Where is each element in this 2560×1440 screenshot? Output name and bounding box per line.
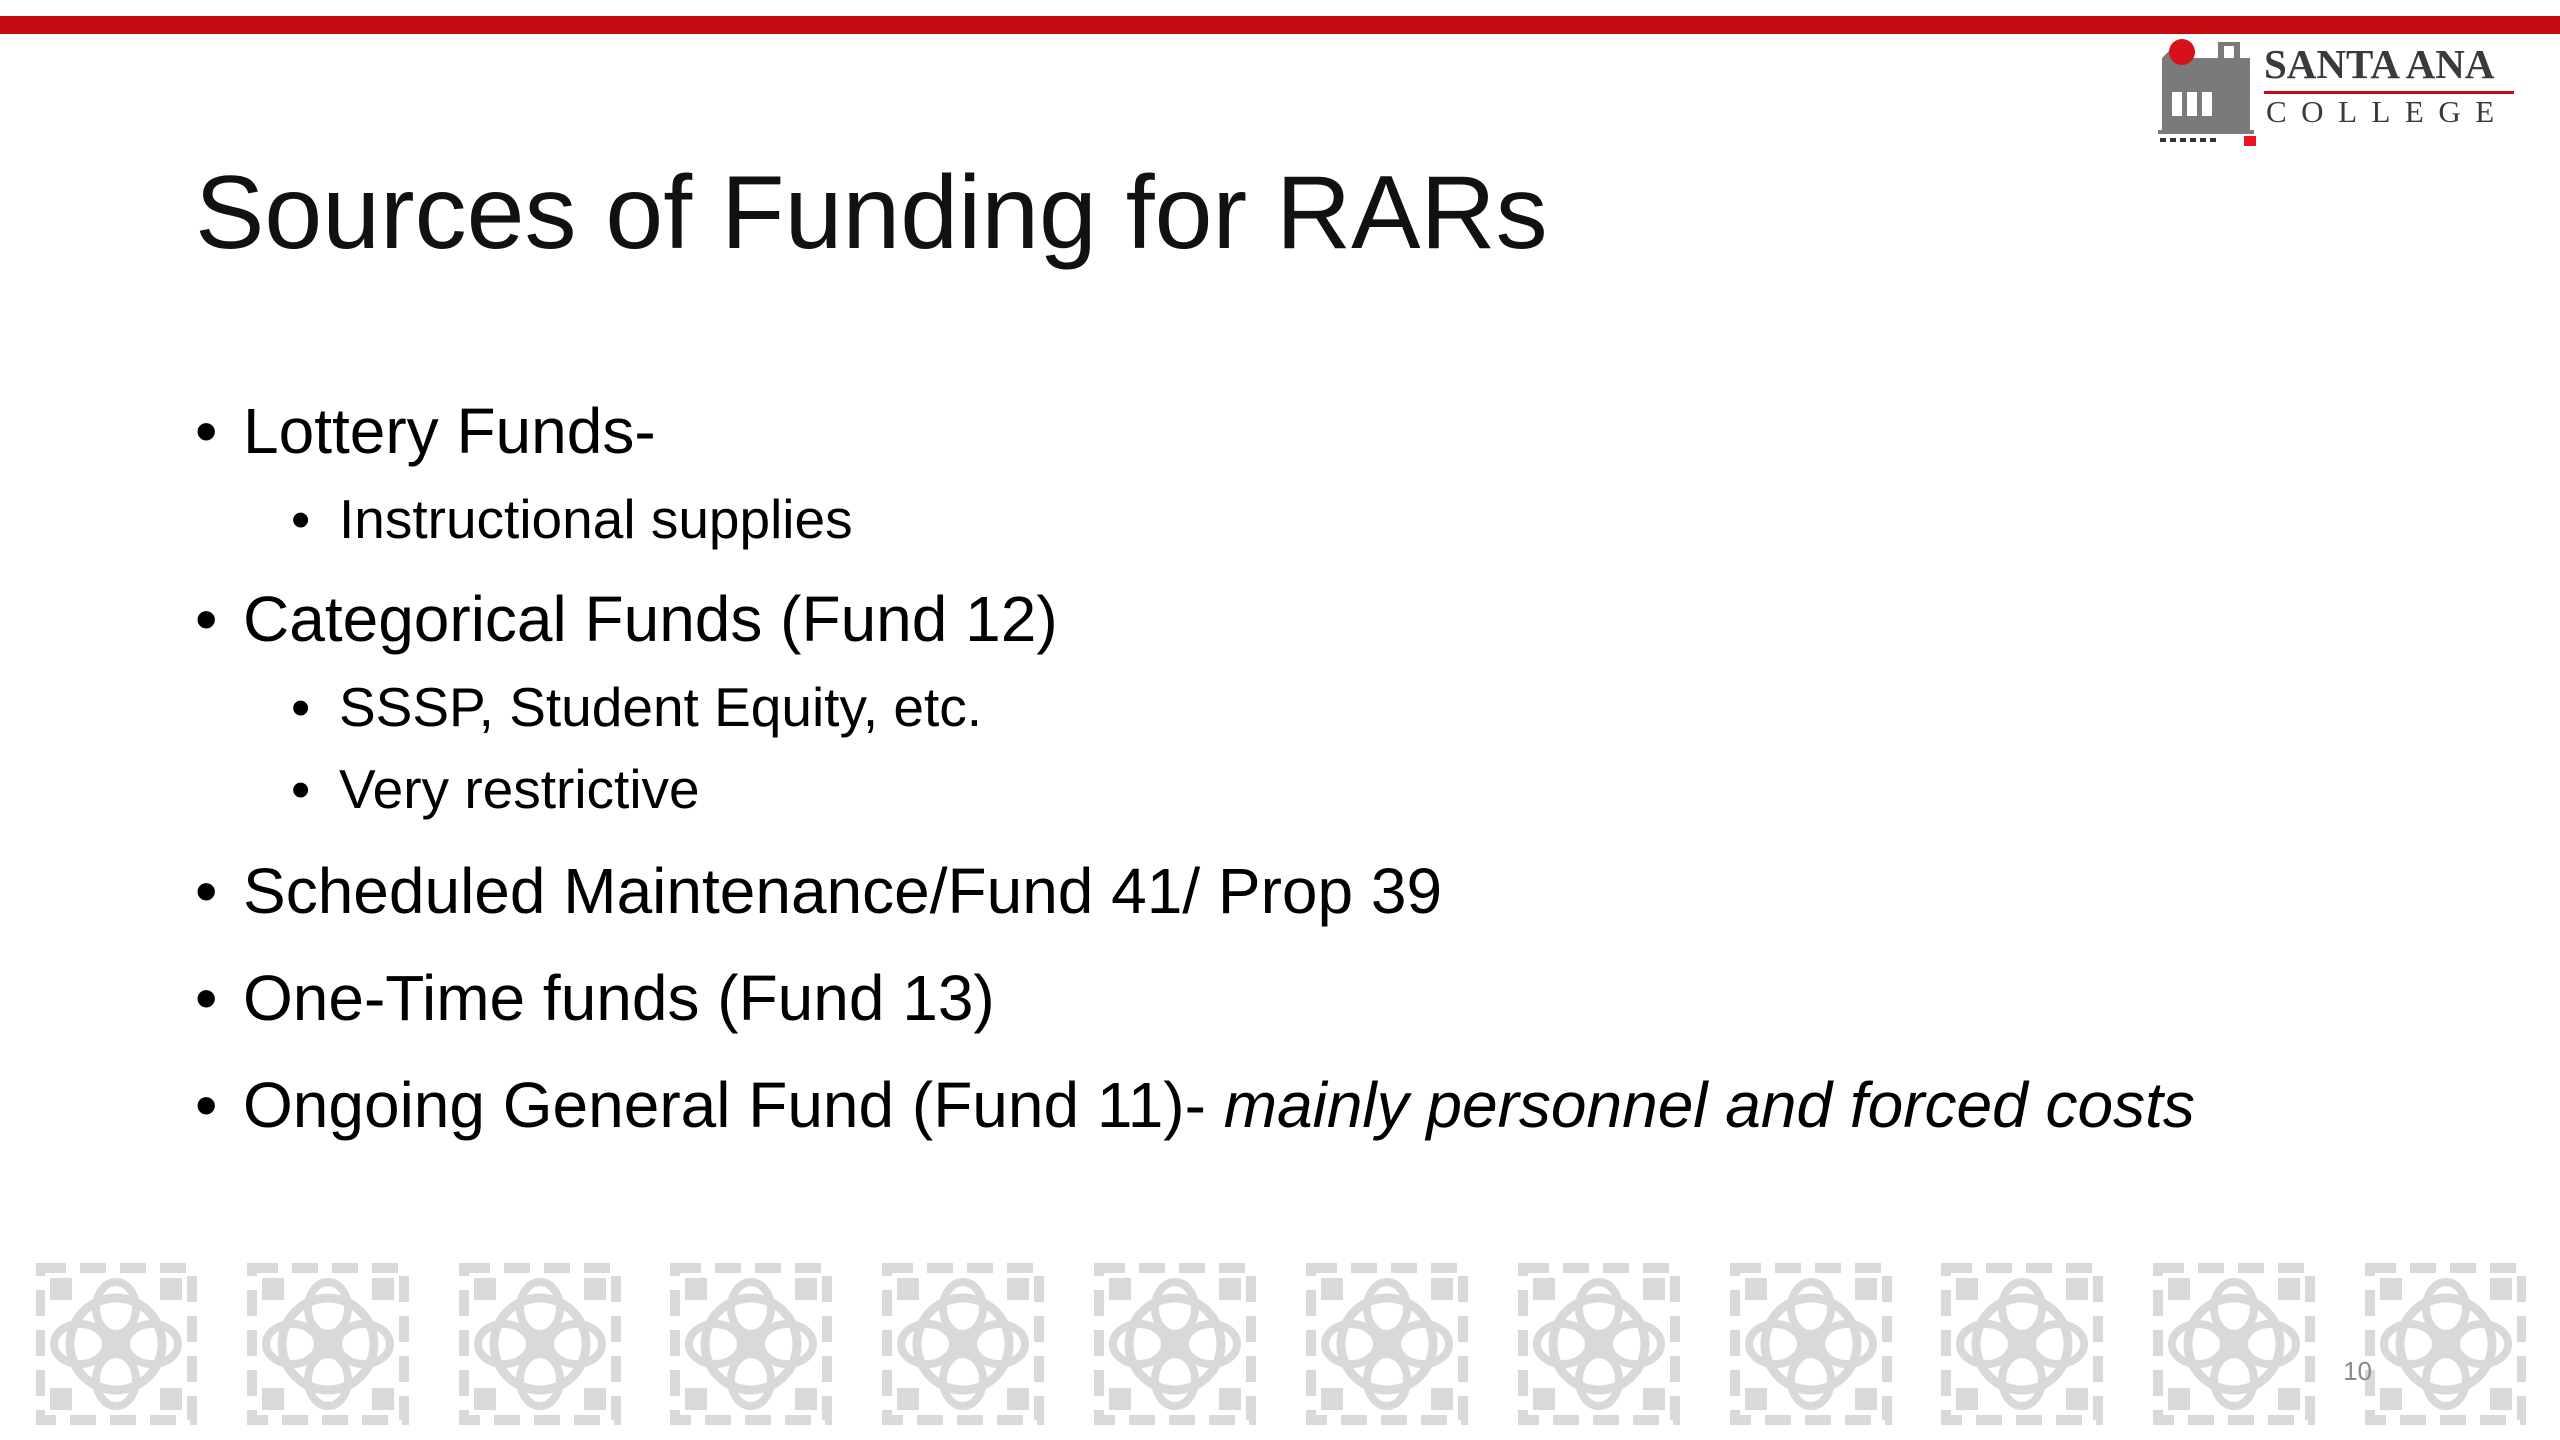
bullet-text: Very restrictive — [339, 758, 700, 820]
bullet-text: Scheduled Maintenance/Fund 41/ Prop 39 — [243, 855, 1443, 927]
ornament-tile — [1099, 1268, 1251, 1420]
ornament-tile — [2158, 1268, 2310, 1420]
bullet-text: Instructional supplies — [339, 488, 853, 550]
bullet-text-emphasis: mainly personnel and forced costs — [1223, 1069, 2195, 1141]
ornament-tile — [1523, 1268, 1675, 1420]
ornament-tile — [40, 1268, 192, 1420]
ornament-tile — [887, 1268, 1039, 1420]
bullet-text: Lottery Funds- — [243, 395, 656, 467]
bullet-glyph: • — [291, 758, 311, 820]
bullet-glyph: • — [195, 855, 218, 927]
ornament-tile — [1946, 1268, 2098, 1420]
bullet-glyph: • — [291, 488, 311, 550]
ornament-tile — [464, 1268, 616, 1420]
ornament-tile — [2370, 1268, 2522, 1420]
college-logo — [2158, 36, 2520, 146]
bullet-text: Categorical Funds (Fund 12) — [243, 583, 1058, 655]
bullet-text-plain: Ongoing General Fund (Fund 11)- — [243, 1069, 1224, 1141]
logo-subtitle: COLLEGE — [2266, 94, 2509, 129]
ornament-tile — [252, 1268, 404, 1420]
bullet-glyph: • — [291, 676, 311, 738]
bullet-glyph: • — [195, 583, 218, 655]
slide-title: Sources of Funding for RARs — [195, 155, 1548, 271]
ornament-tile — [675, 1268, 827, 1420]
bullet-text: SSSP, Student Equity, etc. — [339, 676, 983, 738]
bullet-text: One-Time funds (Fund 13) — [243, 962, 995, 1034]
decorative-tile-border — [36, 1258, 2526, 1428]
mission-building-icon — [2158, 36, 2258, 146]
bullet-text — [243, 1050, 2195, 1160]
ornament-tile — [1735, 1268, 1887, 1420]
top-accent-bar — [0, 16, 2560, 34]
bullet-glyph: • — [195, 1069, 218, 1141]
page-number: 10 — [2343, 1356, 2372, 1386]
bullet-glyph: • — [195, 395, 218, 467]
ornament-tile — [1311, 1268, 1463, 1420]
logo-name: SANTA ANA — [2264, 41, 2495, 87]
bullet-glyph: • — [195, 962, 218, 1034]
